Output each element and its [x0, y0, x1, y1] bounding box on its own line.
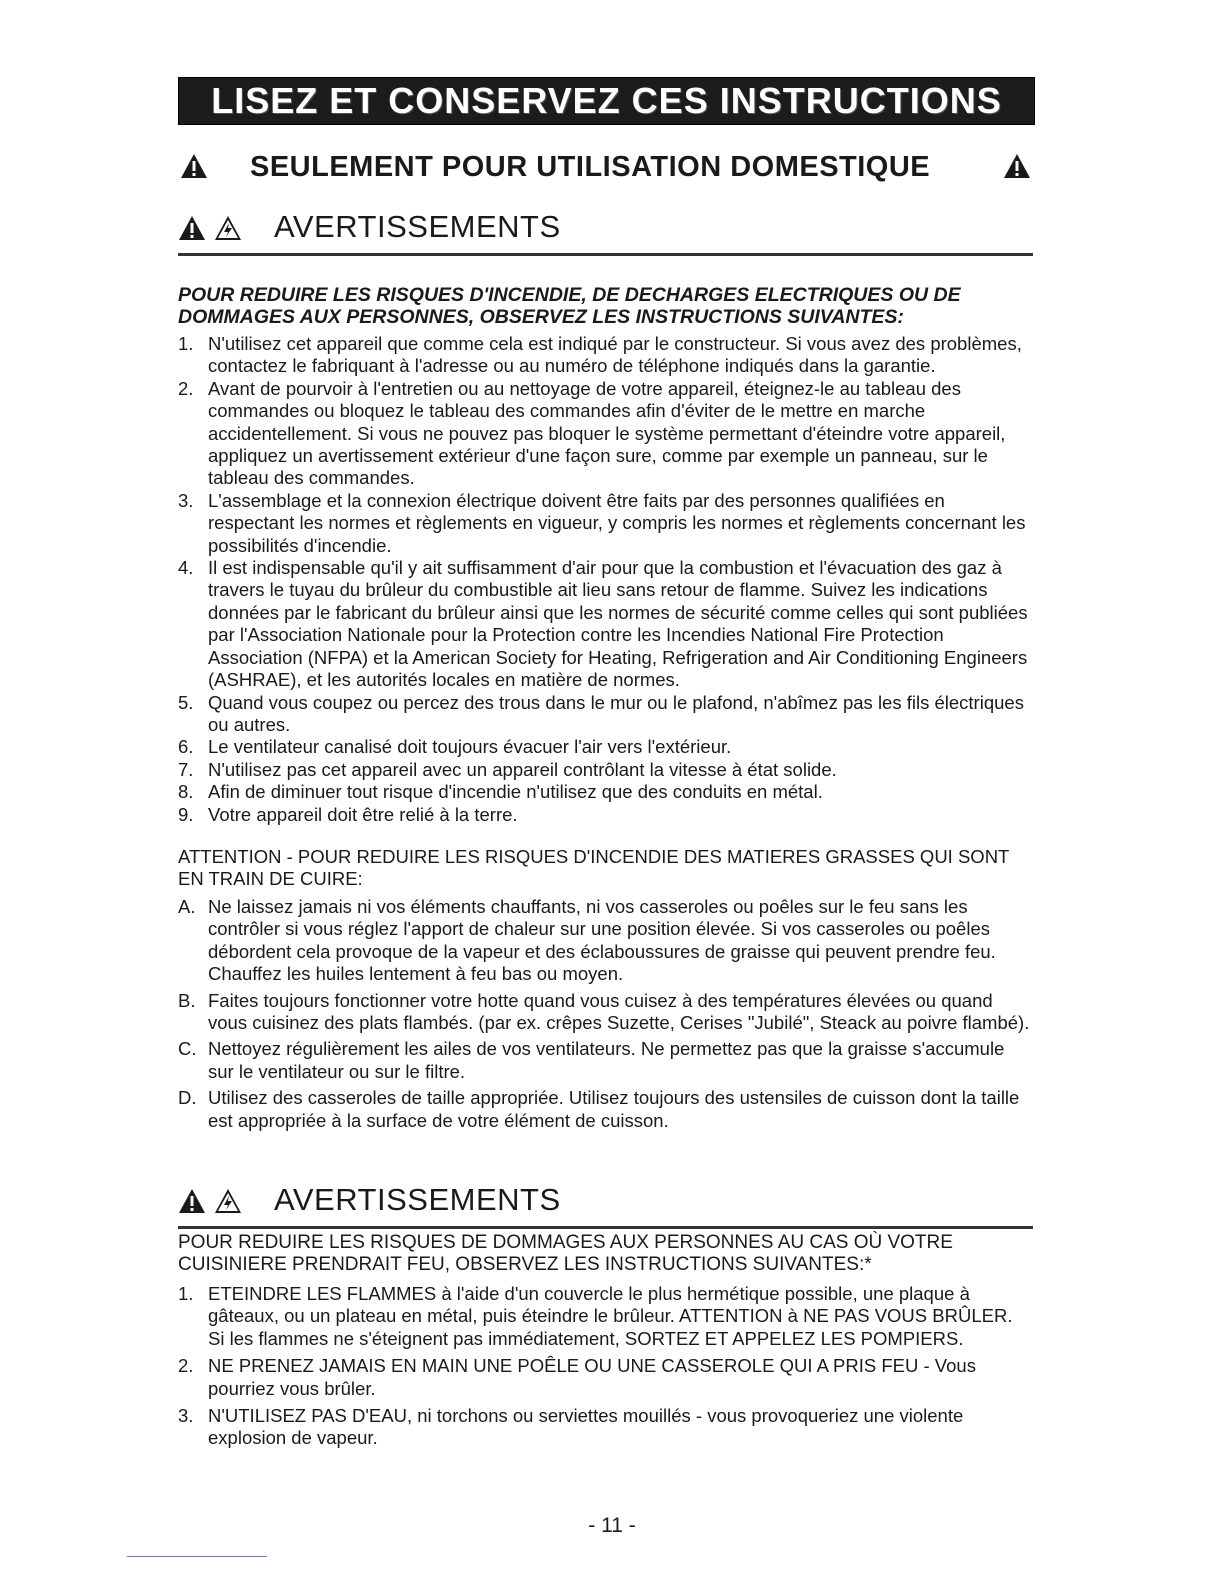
warnings-heading	[178, 1178, 1033, 1229]
item-text: N'utilisez cet appareil que comme cela est indiqué par le constructeur. Si vous avez des problèmes, contactez le fabriquant à l'adresse ou au numéro de téléphone indiqués dans la garantie.	[208, 333, 1022, 377]
item-marker: 3.	[178, 489, 194, 511]
footnote-rule	[127, 1556, 267, 1557]
instruction-list	[178, 333, 1033, 826]
item-text: Il est indispensable qu'il y ait suffisamment d'air pour que la combustion et l'évacuation des gaz à travers le tuyau du brûleur du combustible ait lieu sans retour de flamme. Suivez les indications données par le fabricant du brûleur ainsi que les normes de sécurité comme celles qui sont publiées par l'Association Nationale pour la Protection contre les Incendies National Fire Protection Association (NFPA) et la American Society for Heating, Refrigeration and Air Conditioning Engineers (ASHRAE), et les autorités locales en matière de normes.	[208, 557, 1028, 691]
title-banner	[178, 77, 1035, 125]
warnings-heading	[178, 205, 1033, 256]
item-text: L'assemblage et la connexion électrique doivent être faits par des personnes qualifiées en respectant les normes et règlements en vigueur, y compris les normes et règlements concernant les possibilités d'incendie.	[208, 489, 1026, 556]
section-title: AVERTISSEMENTS	[274, 209, 561, 244]
item-marker: 1.	[178, 333, 194, 354]
electric-warning-icon	[214, 1188, 242, 1214]
item-text: Le ventilateur canalisé doit toujours évacuer l'air vers l'extérieur.	[208, 736, 732, 758]
banner-title: LISEZ ET CONSERVEZ CES INSTRUCTIONS	[211, 80, 1002, 121]
domestic-use-text: SEULEMENT POUR UTILISATION DOMESTIQUE	[250, 151, 931, 183]
warning-triangle-icon	[178, 215, 206, 241]
attention-heading: ATTENTION - POUR REDUIRE LES RISQUES D'INCENDIE DES MATIERES GRASSES QUI SONT EN TRAIN DE CUIRE:	[178, 846, 1010, 890]
attention-list	[178, 896, 1033, 1136]
item-text: N'UTILISEZ PAS D'EAU, ni torchons ou serviettes mouillés - vous provoqueriez une violente explosion de vapeur.	[208, 1405, 964, 1449]
heading-icons	[178, 1188, 246, 1216]
item-marker: A.	[178, 896, 196, 917]
item-text: Quand vous coupez ou percez des trous dans le mur ou le plafond, n'abîmez pas les fils électriques ou autres.	[208, 691, 1024, 735]
list-item	[178, 896, 1033, 986]
list-item	[178, 557, 1033, 691]
electric-warning-icon	[214, 215, 242, 241]
item-marker: 5.	[178, 691, 194, 713]
page-number: - 11 -	[588, 1514, 636, 1537]
item-marker: 3.	[178, 1405, 194, 1427]
item-marker: B.	[178, 989, 196, 1011]
item-marker: 4.	[178, 557, 194, 579]
item-text: Faites toujours fonctionner votre hotte quand vous cuisez à des températures élevées ou quand vous cuisinez des plats flambés. (par ex. crêpes Suzette, Cerises "Jubilé", Steack au poivre flambé).	[208, 989, 1030, 1034]
list-item	[178, 736, 1033, 758]
item-marker: 9.	[178, 803, 194, 825]
item-text: Ne laissez jamais ni vos éléments chauffants, ni vos casseroles ou poêles sur le feu sans les contrôler si vous réglez l'apport de chaleur sur une position élevée. Si vos casseroles ou poêles débordent cela provoque de la vapeur et des éclaboussures de graisse qui peuvent prendre feu. Chauffez les huiles lentement à feu bas ou moyen.	[208, 896, 996, 985]
warning-triangle-icon	[1003, 153, 1031, 179]
warning-triangle-icon	[178, 1188, 206, 1214]
heading-icons	[178, 215, 246, 243]
item-text: Utilisez des casseroles de taille appropriée. Utilisez toujours des ustensiles de cuisson dont la taille est appropriée à la surface de votre élément de cuisson.	[208, 1087, 1020, 1131]
list-item	[178, 490, 1033, 557]
item-text: Nettoyez régulièrement les ailes de vos ventilateurs. Ne permettez pas que la graisse s'accumule sur le ventilateur ou sur le filtre.	[208, 1038, 1005, 1082]
item-text: N'utilisez pas cet appareil avec un appareil contrôlant la vitesse à état solide.	[208, 758, 837, 780]
item-marker: 8.	[178, 781, 194, 803]
item-marker: 2.	[178, 377, 194, 399]
list-item	[178, 1038, 1033, 1083]
list-item	[178, 378, 1033, 490]
item-text: Afin de diminuer tout risque d'incendie n'utilisez que des conduits en métal.	[208, 781, 823, 803]
list-item	[178, 1087, 1033, 1132]
item-text: Avant de pourvoir à l'entretien ou au nettoyage de votre appareil, éteignez-le au tableau des commandes ou bloquez le tableau des commandes afin d'éviter de le mettre en marche accidentellement. Si vous ne pouvez pas bloquer le système permettant d'éteindre votre appareil, appliquez un avertissement extérieur d'une façon sure, comme par exemple un panneau, sur le tableau des commandes.	[208, 377, 1006, 489]
list-item	[178, 1283, 1033, 1350]
item-marker: 2.	[178, 1355, 194, 1377]
domestic-use-notice	[178, 145, 1033, 189]
item-marker: D.	[178, 1087, 197, 1109]
list-item	[178, 804, 1033, 826]
list-item	[178, 333, 1033, 378]
list-item	[178, 1355, 1033, 1400]
item-marker: C.	[178, 1038, 197, 1060]
list-item	[178, 990, 1033, 1035]
list-item	[178, 1405, 1033, 1450]
item-text: NE PRENEZ JAMAIS EN MAIN UNE POÊLE OU UNE CASSEROLE QUI A PRIS FEU - Vous pourriez vous brûler.	[208, 1355, 976, 1399]
section-lead: POUR REDUIRE LES RISQUES DE DOMMAGES AUX PERSONNES AU CAS OÙ VOTRE CUISINIERE PRENDRAIT FEU, OBSERVEZ LES INSTRUCTIONS SUIVANTES:*	[178, 1232, 953, 1275]
item-marker: 1.	[178, 1283, 194, 1304]
section-title: AVERTISSEMENTS	[274, 1182, 561, 1217]
item-marker: 6.	[178, 736, 194, 758]
list-item	[178, 692, 1033, 737]
warning-triangle-icon	[180, 153, 208, 179]
item-marker: 7.	[178, 758, 194, 780]
list-item	[178, 759, 1033, 781]
item-text: ETEINDRE LES FLAMMES à l'aide d'un couvercle le plus hermétique possible, une plaque à gâteaux, ou un plateau en métal, puis éteindre le brûleur. ATTENTION à NE PAS VOUS BRÛLER. Si les flammes ne s'éteignent pas immédiatement, SORTEZ ET APPELEZ LES POMPIERS.	[208, 1283, 1013, 1349]
section-lead: POUR REDUIRE LES RISQUES D'INCENDIE, DE DECHARGES ELECTRIQUES OU DE DOMMAGES AUX PERSONNES, OBSERVEZ LES INSTRUCTIONS SUIVANTES:	[178, 284, 961, 328]
list-item	[178, 781, 1033, 803]
fire-instruction-list	[178, 1283, 1033, 1455]
item-text: Votre appareil doit être relié à la terre.	[208, 803, 518, 825]
